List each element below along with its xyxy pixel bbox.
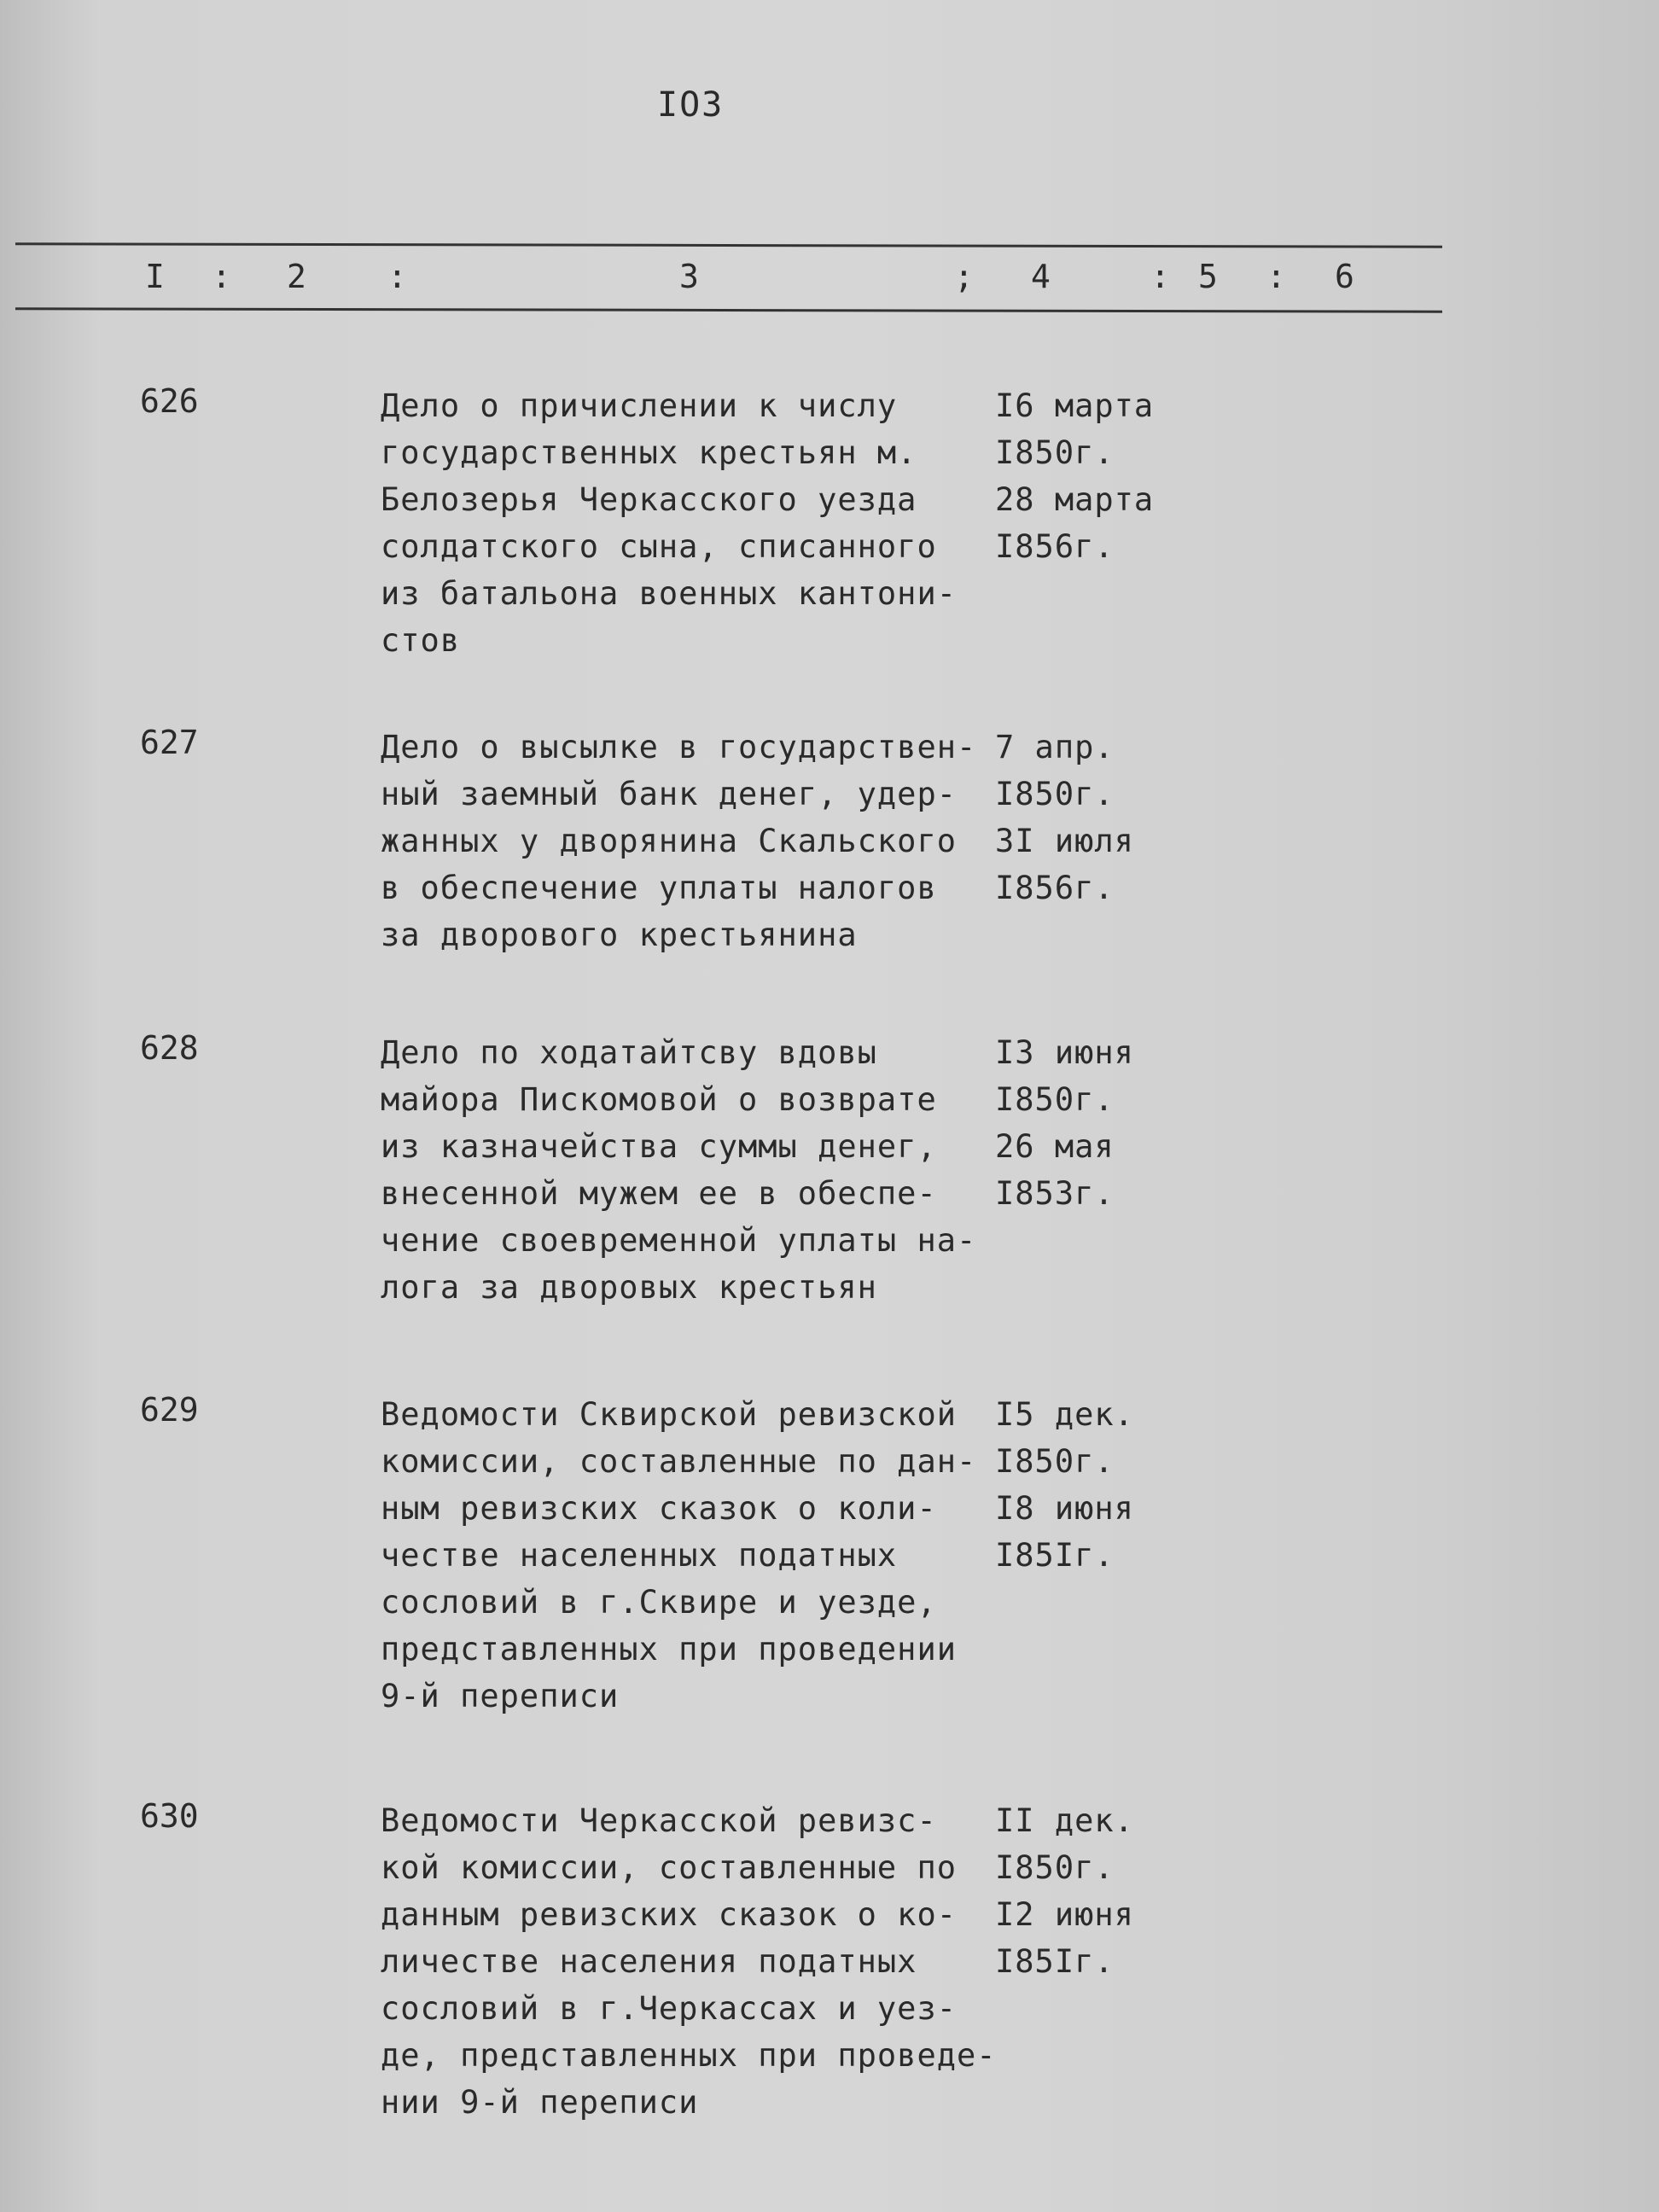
entry-number: 630 xyxy=(140,1797,199,1835)
entry-number: 627 xyxy=(140,724,199,761)
entry-dates: I3 июня I850г. 26 мая I853г. xyxy=(995,1034,1134,1212)
entry-description: Дело о причислении к числу государственных крестьян м. Белозерья Черкасского уезда солдатского сына, списанного из батальона военных кантони- стов xyxy=(381,387,958,659)
entry-dates: 7 апр. I850г. 3I июля I856г. xyxy=(995,729,1134,906)
column-header-3: 3 xyxy=(679,258,699,295)
entry-description: Дело по ходатайтсву вдовы майора Пискомовой о возврате из казначейства суммы денег, внесенной мужем ее в обеспе- чение своевременной уплаты на- лога за дворовых крестьян xyxy=(381,1034,977,1306)
header-rule-top xyxy=(15,242,1442,248)
column-header-separator: ; xyxy=(954,258,974,295)
entry-dates: I6 марта I850г. 28 марта I856г. xyxy=(995,387,1155,565)
entry-description: Ведомости Черкасской ревизс- кой комиссии, составленные по данным ревизских сказок о ко- личестве населения податных сословий в г.Черкассах и уез- де, представленных при проведе- нии 9-й переписи xyxy=(381,1802,997,2121)
header-rule-bottom xyxy=(15,307,1442,313)
column-header-separator: : xyxy=(1150,258,1170,295)
entry-description: Ведомости Сквирской ревизской комиссии, составленные по дан- ным ревизских сказок о коли- честве населенных податных сословий в г.Сквире и уезде, представленных при проведении 9-й переписи xyxy=(381,1396,977,1714)
entry-dates: I5 дек. I850г. I8 июня I85Iг. xyxy=(995,1396,1134,1574)
column-header-separator: : xyxy=(1266,258,1286,295)
entry-number: 626 xyxy=(140,382,199,420)
column-header-6: 6 xyxy=(1335,258,1354,295)
page-number: IO3 xyxy=(657,85,725,125)
entry-description: Дело о высылке в государствен- ный заемный банк денег, удер- жанных у дворянина Скальского в обеспечение уплаты налогов за дворового крестьянина xyxy=(381,729,977,953)
column-header-separator: : xyxy=(212,258,231,295)
column-header-1: I xyxy=(145,258,165,295)
column-header-4: 4 xyxy=(1031,258,1051,295)
column-header-2: 2 xyxy=(287,258,306,295)
column-header-separator: : xyxy=(387,258,407,295)
entry-number: 628 xyxy=(140,1029,199,1067)
entry-dates: II дек. I850г. I2 июня I85Iг. xyxy=(995,1802,1134,1980)
entry-number: 629 xyxy=(140,1391,199,1429)
column-header-5: 5 xyxy=(1198,258,1218,295)
